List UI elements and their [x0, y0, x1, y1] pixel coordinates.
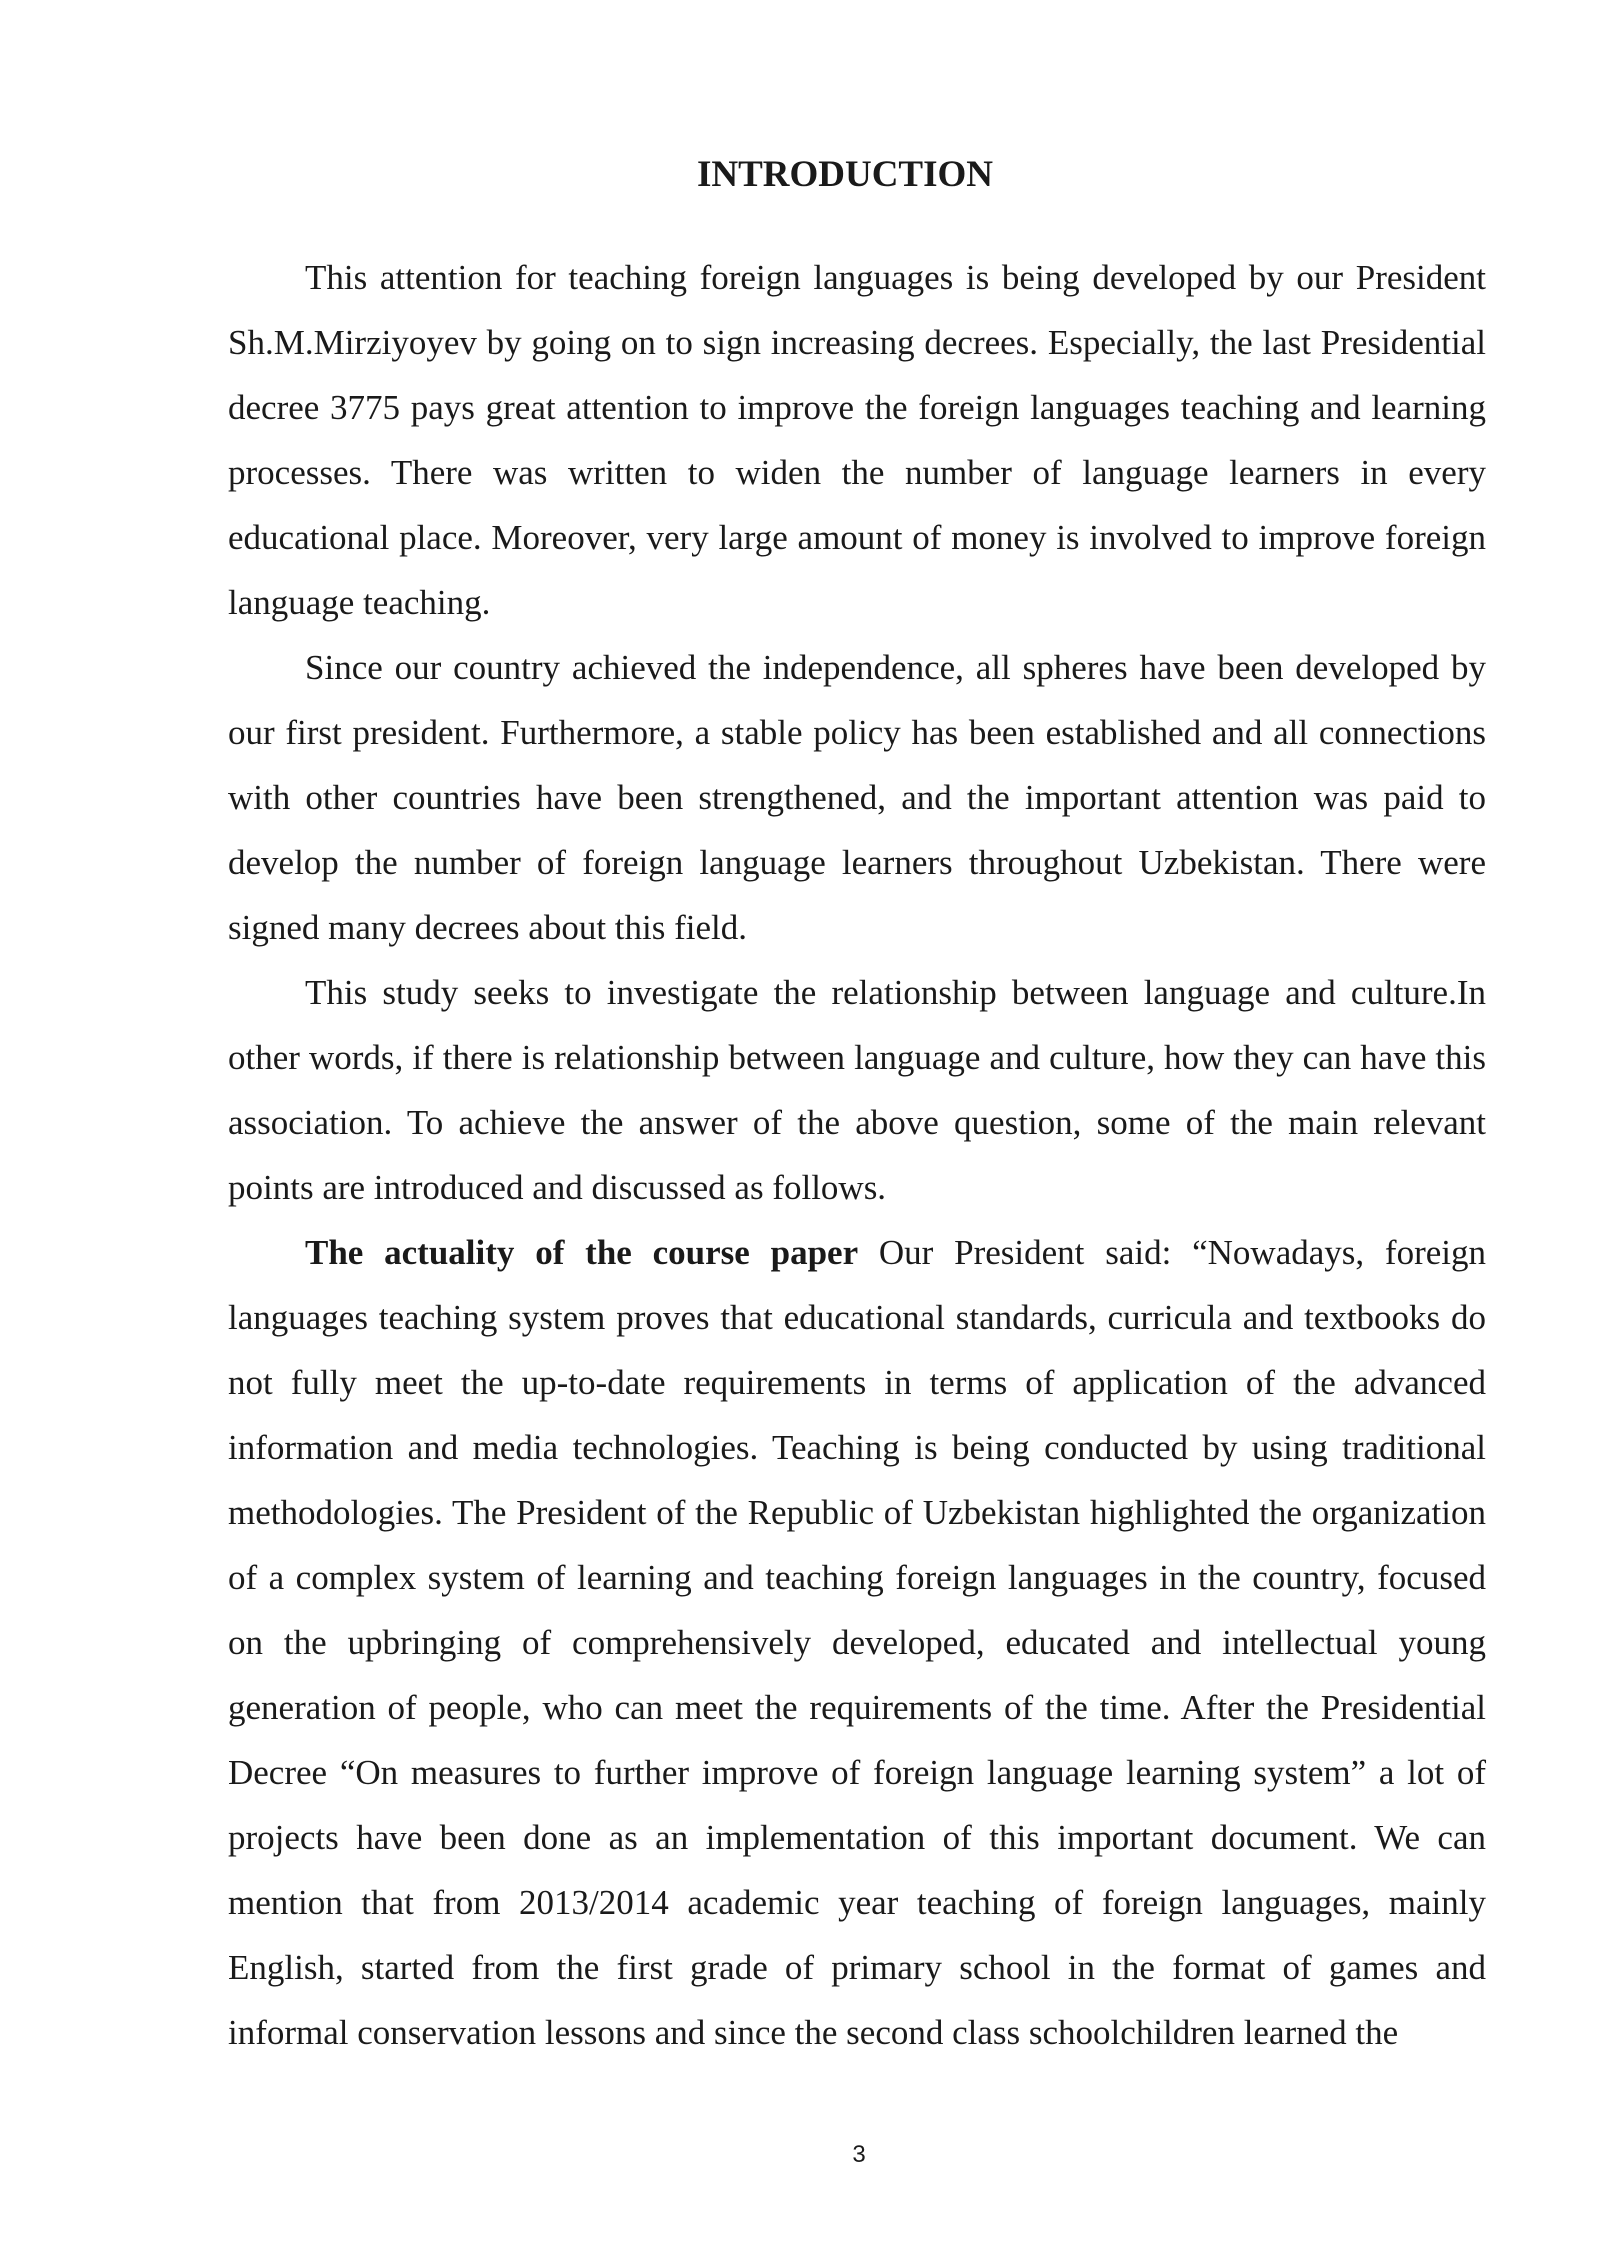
- paragraph-actuality: [228, 1220, 1486, 2065]
- paragraph-2: Since our country achieved the independence, all spheres have been developed by our first president. Furthermore, a stable policy has been established and all connections with other countries have been strengthened, and the important attention was paid to develop the number of foreign language learners throughout Uzbekistan. There were signed many decrees about this field.: [228, 648, 1486, 947]
- body-text: [228, 245, 1486, 2065]
- paragraph-1: This attention for teaching foreign languages is being developed by our President Sh.M.Mirziyoyev by going on to sign increasing decrees. Especially, the last Presidential decree 3775 pays great attention to improve the foreign languages teaching and learning processes. There was written to widen the number of language learners in every educational place. Moreover, very large amount of money is involved to improve foreign language teaching.: [228, 258, 1486, 622]
- paragraph-3: This study seeks to investigate the relationship between language and culture.In other words, if there is relationship between language and culture, how they can have this association. To achieve the answer of the above question, some of the main relevant points are introduced and discussed as follows.: [228, 973, 1486, 1207]
- actuality-text: Our President said: “Nowadays, foreign languages teaching system proves that educational standards, curricula and textbooks do not fully meet the up-to-date requirements in terms of application of the advanced information and media technologies. Teaching is being conducted by using traditional methodologies. The President of the Republic of Uzbekistan highlighted the organization of a complex system of learning and teaching foreign languages in the country, focused on the upbringing of comprehensively developed, educated and intellectual young generation of people, who can meet the requirements of the time. After the Presidential Decree “On measures to further improve of foreign language learning system” a lot of projects have been done as an implementation of this important document. We can mention that from 2013/2014 academic year teaching of foreign languages, mainly English, started from the first grade of primary school in the format of games and informal conservation lessons and since the second class schoolchildren learned the: [228, 1233, 1486, 2052]
- section-title: INTRODUCTION: [696, 154, 994, 195]
- page-number: 3: [852, 2141, 866, 2168]
- actuality-heading: The actuality of the course paper: [305, 1233, 859, 1272]
